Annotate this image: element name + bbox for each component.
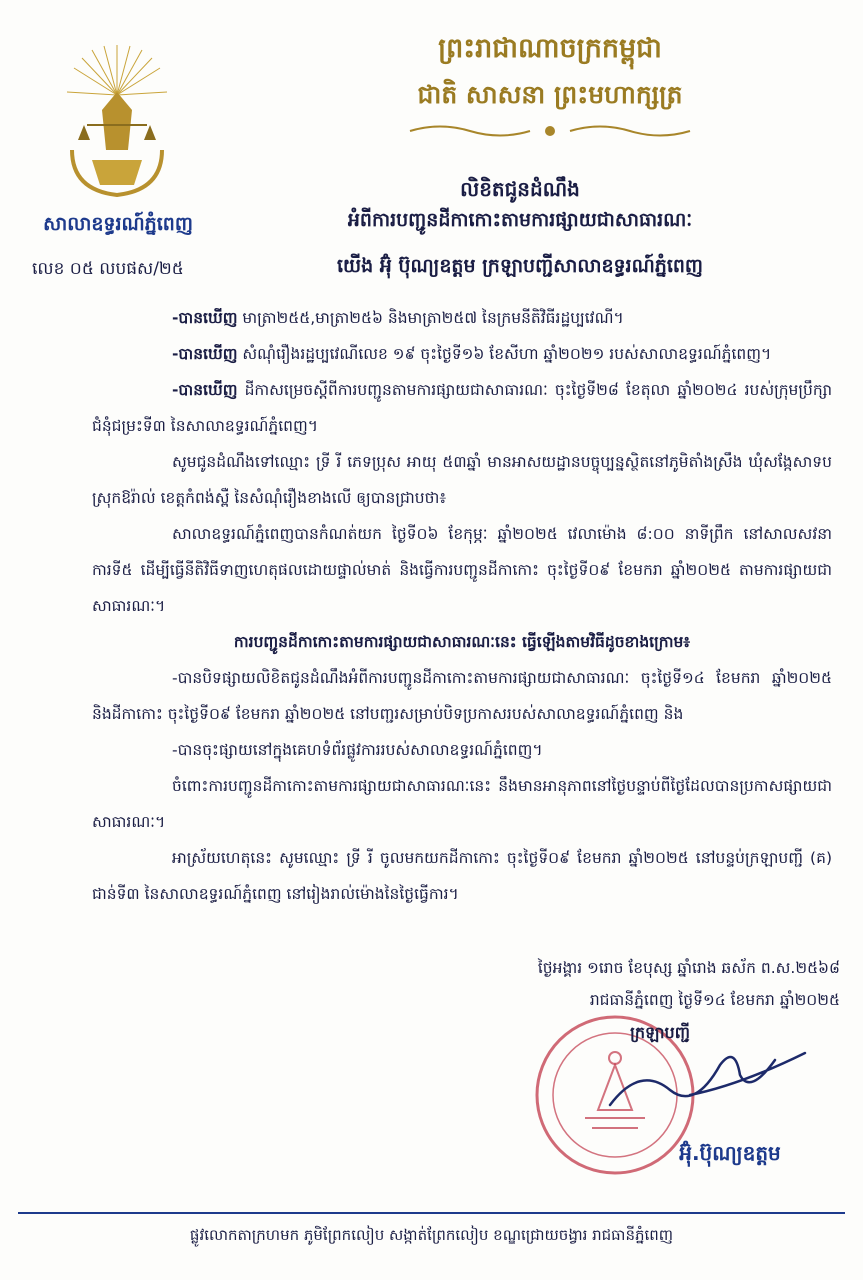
court-name: សាលាឧទ្ធរណ៍ភ្នំពេញ — [43, 213, 193, 235]
signer-title: ក្រឡាបញ្ជី — [630, 1023, 690, 1042]
signature — [600, 1035, 810, 1125]
title-ornament — [400, 122, 700, 140]
kingdom-heading: ព្រះរាជាណាចក្រកម្ពុជា — [438, 33, 662, 64]
court-emblem — [62, 40, 172, 200]
place-date: រាជធានីភ្នំពេញ ថ្ងៃទី១៤ ខែមករា ឆ្នាំ២០២៥ — [589, 991, 840, 1009]
paragraph-7: -បានបិទផ្សាយលិខិតជូនដំណឹងអំពីការបញ្ជូនដីកាកោះតាមការផ្សាយជាសាធារណៈ ចុះថ្ងៃទី១៤ ខែមករា ឆ្នាំ២០២៥ និងដីកាកោះ ចុះថ្ងៃទី០៩ ខែមករា ឆ្នាំ២០២៥ នៅបញ្ជរសម្រាប់បិទប្រកាសរបស់សាលាឧទ្ធរណ៍ភ្នំពេញ និង — [92, 669, 832, 723]
paragraph-5: សាលាឧទ្ធរណ៍ភ្នំពេញបានកំណត់យក ថ្ងៃទី០៦ ខែកុម្ភៈ ឆ្នាំ២០២៥ វេលាម៉ោង ៨:០០ នាទីព្រឹក នៅសាលសវនាការទី៥ ដើម្បីធ្វើនីតិវិធីទាញហេតុផលដោយផ្ទាល់មាត់ និងធ្វើការបញ្ជូនដីកាកោះ ចុះថ្ងៃទី០៩ ខែមករា ឆ្នាំ២០២៥ តាមការផ្សាយជាសាធារណៈ។ — [92, 525, 832, 615]
paragraph-1: -បានឃើញ មាត្រា២៥៥,មាត្រា២៥៦ និងមាត្រា២៥៧ នៃក្រមនីតិវិធីរដ្ឋប្បវេណី។ — [172, 309, 624, 327]
issuer-line: យើង អ៊ុំ ប៊ុណ្យឧត្តម ក្រឡាបញ្ជីសាលាឧទ្ធរណ៍ភ្នំពេញ — [336, 255, 704, 277]
footer-divider — [18, 1212, 845, 1214]
signer-name: អ៊ុំ.ប៊ុណ្យឧត្តម — [679, 1141, 781, 1165]
document-subtitle: អំពីការបញ្ជូនដីកាកោះតាមការផ្សាយជាសាធារណៈ — [347, 209, 693, 231]
paragraph-10: អាស្រ័យហេតុនេះ សូមឈ្មោះ ទ្រី រី ចូលមកយកដីកាកោះ ចុះថ្ងៃទី០៩ ខែមករា ឆ្នាំ២០២៥ នៅបន្ទប់ក្រឡាបញ្ជី (គ) ជាន់ទី៣ នៃសាលាឧទ្ធរណ៍ភ្នំពេញ នៅរៀងរាល់ម៉ោងនៃថ្ងៃធ្វើការ។ — [92, 849, 832, 903]
lunar-date: ថ្ងៃអង្គារ ១រោច ខែបុស្ស ឆ្នាំរោង ឆស័ក ព.ស.២៥៦៨ — [537, 959, 840, 977]
national-motto: ជាតិ សាសនា ព្រះមហាក្សត្រ — [417, 80, 683, 109]
paragraph-2: -បានឃើញ សំណុំរឿងរដ្ឋប្បវេណីលេខ ១៩ ចុះថ្ងៃទី១៦ ខែសីហា ឆ្នាំ២០២១ របស់សាលាឧទ្ធរណ៍ភ្នំពេញ។ — [172, 345, 772, 363]
paragraph-9: ចំពោះការបញ្ជូនដីកាកោះតាមការផ្សាយជាសាធារណៈនេះ នឹងមានអានុភាពនៅថ្ងៃបន្ទាប់ពីថ្ងៃដែលបានប្រកាសផ្សាយជាសាធារណៈ។ — [92, 777, 832, 831]
paragraph-4: សូមជូនដំណឹងទៅឈ្មោះ ទ្រី រី ភេទប្រុស អាយុ ៥៣ឆ្នាំ មានអាសយដ្ឋានបច្ចុប្បន្នស្ថិតនៅភូមិតាំងស្រឹង ឃុំសង្កែសាទប ស្រុកឱរ៉ាល់ ខេត្តកំពង់ស្ពឺ នៃសំណុំរឿងខាងលើ ឲ្យបានជ្រាបថា៖ — [92, 453, 832, 507]
reference-number: លេខ ០៥ លបផស/២៥ — [32, 259, 184, 279]
paragraph-6: ការបញ្ជូនដីកាកោះតាមការផ្សាយជាសាធារណៈនេះ ធ្វើឡើងតាមវិធីដូចខាងក្រោម៖ — [233, 633, 691, 651]
document-title: លិខិតជូនដំណឹង — [460, 177, 580, 201]
paragraph-8: -បានចុះផ្សាយនៅក្នុងគេហទំព័រផ្លូវការរបស់សាលាឧទ្ធរណ៍ភ្នំពេញ។ — [172, 741, 543, 759]
document-body — [92, 300, 832, 912]
footer-address: ផ្លូវលោកតាក្រហមក ភូមិព្រែកលៀប សង្កាត់ព្រែកលៀប ខណ្ឌជ្រោយចង្វារ រាជធានីភ្នំពេញ — [189, 1226, 674, 1244]
paragraph-3: -បានឃើញ ដីកាសម្រេចស្តីពីការបញ្ជូនតាមការផ្សាយជាសាធារណៈ ចុះថ្ងៃទី២៨ ខែតុលា ឆ្នាំ២០២៤ របស់ក្រុមប្រឹក្សាជំនុំជម្រះទី៣ នៃសាលាឧទ្ធរណ៍ភ្នំពេញ។ — [92, 381, 832, 435]
